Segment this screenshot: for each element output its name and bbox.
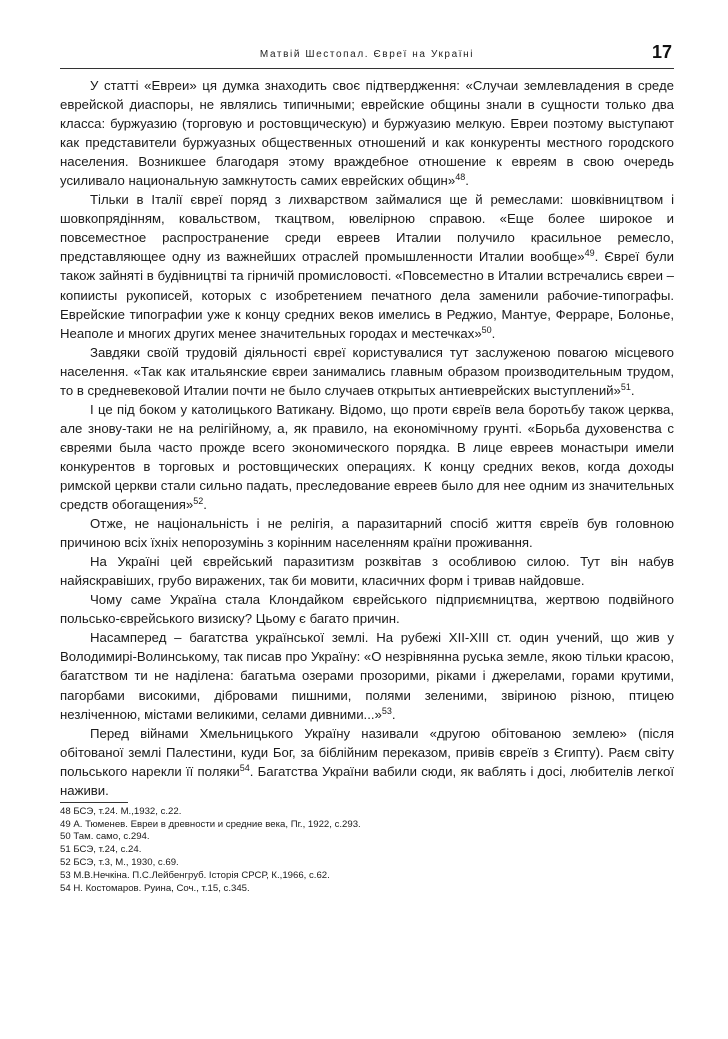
body-text (60, 76, 674, 800)
footnote-ref[interactable]: 49 (584, 248, 595, 259)
footnote: 52 БСЭ, т.3, М., 1930, с.69. (60, 856, 179, 868)
footnote: 54 Н. Костомаров. Руина, Соч., т.15, с.345. (60, 882, 250, 894)
footnote-ref[interactable]: 51 (620, 381, 631, 392)
footnote: 50 Там. само, с.294. (60, 831, 150, 843)
book-page (60, 40, 674, 895)
paragraph: Насамперед – багатства української землі. На рубежі XII-XIII ст. один учений, що жив у Володимирі-Волинському, так писав про Україну: «О незрівнянна руська земле, якою тільки красою, багатством ти не наділена: багатьма озерами прозорими, ріками і джерелами, горами крутими, пагорбами високими, дібровами пишними, полями зеленими, звіриною різною, птицею незліченною, містами великими, селами дивними...»$^{53}$. (60, 630, 674, 722)
paragraph: Чому саме Україна стала Клондайком єврейського підприємництва, жертвою подвійного польсько-єврейського визиску? Цьому є багато причин. (60, 592, 674, 627)
footnote-ref[interactable]: 52 (193, 496, 204, 507)
running-title: Матвій Шестопал. Євреї на Україні (259, 49, 475, 60)
paragraph: Отже, не національність і не релігія, а паразитарний спосіб життя євреїв був головною причиною всіх їхніх непорозумінь з корінним населенням країни проживання. (60, 516, 674, 551)
footnote-ref[interactable]: 50 (481, 324, 492, 335)
paragraph: Тільки в Італії євреї поряд з лихварством займалися ще й ремеслами: шовківництвом і шовкопрядінням, ковальством, ткацтвом, ювелірною справою. «Еще более широкое и повсеместное распространение среди евреев Италии получило красильное ремесло, представляющее одну из важнейших отраслей промышленности Италии вообще»$^{49}$. Євреї були також зайняті в будівництві та гірничій промисловості. «Повсеместно в Италии встречались євреи – копиисты рукописей, которых с изобретением печатного дела заменили рабочие-типографы. Еврейские типографии уже к концу средних веков имелись в Реджио, Мантуе, Ферраре, Болонье, Неаполе и многих других менее значительных городах и местечках»$^{50}$. (60, 192, 675, 341)
footnote: 48 БСЭ, т.24. М.,1932, с.22. (60, 805, 182, 817)
page-number: 17 (651, 42, 672, 62)
running-header (60, 40, 674, 69)
footnote: 49 А. Тюменев. Евреи в древности и средние века, Пг., 1922, с.293. (60, 818, 361, 830)
footnote-ref[interactable]: 54 (239, 762, 250, 773)
paragraph: У статті «Евреи» ця думка знаходить своє підтвердження: «Случаи землевладения в среде еврейской диаспоры, не являлись типичными; еврейские общины знали в сущности только два класса: буржуазию (торговую и ростовщическую) и буржуазию мелкую. Евреи поэтому выступают как представители буржуазных общественных отношений и как конкуренты местного городского населения. Возникшее благодаря этому враждебное отношение к евреям в свою очередь усиливало национальную замкнутость самих еврейских общин»$^{48}$. (60, 78, 674, 189)
paragraph: І це під боком у католицького Ватикану. Відомо, що проти євреїв вела боротьбу також церква, але знову-таки не на релігійному, а, як правило, на економічному грунті. «Борьба духовенства с євреями была часто прожде всего экономического порядка. В лице евреев монастыри имели конкурентов в торговых и ростовщических операциях. К концу средних веков, когда доходы римской церкви стали сильно падать, преследование евреев было для нее одним из значительных средств обогащения»$^{52}$. (60, 401, 674, 513)
footnotes (60, 806, 674, 896)
footnote-ref[interactable]: 53 (381, 705, 392, 716)
paragraph: На Україні цей єврейський паразитизм розквітав з особливою силою. Тут він набув найяскравіших, грубо виражених, так би мовити, класичних форм і тривав найдовше. (60, 554, 674, 589)
paragraph: Перед війнами Хмельницького Україну називали «другою обітованою землею» (після обітованої землі Палестини, куди Бог, за біблійним переказом, привів євреїв з Єгипту). Раєм світу польського нарекли її поляки$^{54}$. Багатства України вабили сюди, як ваблять і досі, любителів легкої наживи. (60, 725, 674, 798)
footnote: 53 М.В.Нечкіна. П.С.Лейбенгруб. Історія СРСР, К.,1966, с.62. (60, 869, 330, 881)
paragraph: Завдяки своїй трудовій діяльності євреї користувалися тут заслуженою повагою місцевого населення. «Так как итальянские євреи занимались главным образом производительным трудом, то в средневековой Италии почти не было случаев открытых антиеврейских выступлений»$^{51}$. (60, 344, 674, 398)
footnote: 51 БСЭ, т.24, с.24. (60, 844, 142, 856)
footnote-ref[interactable]: 48 (455, 172, 466, 183)
footnote-divider (60, 802, 128, 803)
